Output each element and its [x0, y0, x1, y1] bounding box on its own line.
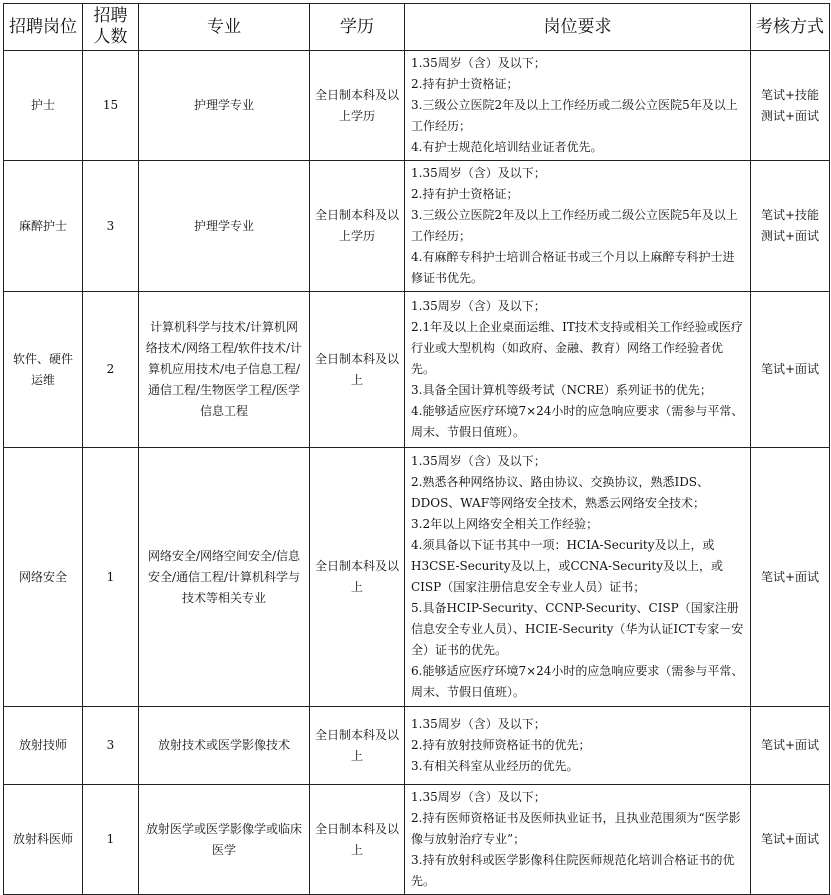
cell-assessment: 笔试+面试 [751, 448, 830, 707]
requirement-item: 3.具备全国计算机等级考试（NCRE）系列证书的优先； [411, 383, 712, 397]
cell-position: 软件、硬件运维 [4, 292, 83, 448]
cell-position: 放射科医师 [4, 785, 83, 895]
cell-position: 护士 [4, 51, 83, 161]
cell-major: 计算机科学与技术/计算机网络技术/网络工程/软件技术/计算机应用技术/电子信息工程/通信工程/生物医学工程/医学信息工程 [139, 292, 310, 448]
cell-major: 护理学专业 [139, 51, 310, 161]
requirement-item: 4.有麻醉专科护士培训合格证书或三个月以上麻醉专科护士进修证书优先。 [411, 250, 735, 285]
requirement-item: 1.35周岁（含）及以下； [411, 454, 546, 468]
cell-education: 全日制本科及以上 [310, 785, 405, 895]
requirement-item: 5.具备HCIP-Security、CCNP-Security、CISP（国家注册信息安全专业人员）、HCIE-Security（华为认证ICT专家－安全）证书的优先。 [411, 601, 744, 657]
cell-count: 3 [83, 707, 139, 785]
cell-count: 1 [83, 448, 139, 707]
cell-assessment: 笔试+技能测试+面试 [751, 51, 830, 161]
cell-education: 全日制本科及以上 [310, 707, 405, 785]
cell-education: 全日制本科及以上学历 [310, 51, 405, 161]
cell-count: 3 [83, 161, 139, 292]
requirement-item: 2.持有护士资格证； [411, 77, 519, 91]
table-row [4, 161, 830, 292]
requirement-item: 3.三级公立医院2年及以上工作经历或二级公立医院5年及以上工作经历； [411, 208, 738, 243]
cell-requirements [405, 785, 751, 895]
cell-count: 1 [83, 785, 139, 895]
requirement-item: 1.35周岁（含）及以下； [411, 717, 546, 731]
requirement-item: 4.有护士规范化培训结业证者优先。 [411, 140, 603, 154]
cell-education: 全日制本科及以上 [310, 292, 405, 448]
table-row [4, 292, 830, 448]
cell-major: 网络安全/网络空间安全/信息安全/通信工程/计算机科学与技术等相关专业 [139, 448, 310, 707]
cell-requirements [405, 161, 751, 292]
requirement-item: 2.持有护士资格证； [411, 187, 519, 201]
requirement-item: 1.35周岁（含）及以下； [411, 299, 546, 313]
header-position: 招聘岗位 [4, 4, 83, 51]
requirement-item: 1.35周岁（含）及以下； [411, 166, 546, 180]
requirement-item: 3.有相关科室从业经历的优先。 [411, 759, 579, 773]
header-major: 专业 [139, 4, 310, 51]
cell-major: 放射医学或医学影像学或临床医学 [139, 785, 310, 895]
cell-education: 全日制本科及以上 [310, 448, 405, 707]
requirement-item: 3.三级公立医院2年及以上工作经历或二级公立医院5年及以上工作经历； [411, 98, 738, 133]
cell-major: 放射技术或医学影像技术 [139, 707, 310, 785]
header-assessment: 考核方式 [751, 4, 830, 51]
header-count: 招聘人数 [83, 4, 139, 51]
cell-position: 麻醉护士 [4, 161, 83, 292]
requirement-item: 4.须具备以下证书其中一项：HCIA-Security及以上，或H3CSE-Security及以上，或CCNA-Security及以上，或CISP（国家注册信息安全专业人员）证书； [411, 538, 724, 594]
header-education: 学历 [310, 4, 405, 51]
requirement-item: 2.持有医师资格证书及医师执业证书，且执业范围须为“医学影像与放射治疗专业”； [411, 811, 741, 846]
cell-requirements [405, 292, 751, 448]
table-row [4, 448, 830, 707]
cell-requirements [405, 707, 751, 785]
cell-position: 放射技师 [4, 707, 83, 785]
cell-assessment: 笔试+面试 [751, 707, 830, 785]
requirement-item: 6.能够适应医疗环境7×24小时的应急响应要求（需参与平常、周末、节假日值班）。 [411, 664, 744, 699]
header-requirements: 岗位要求 [405, 4, 751, 51]
requirement-item: 1.35周岁（含）及以下； [411, 790, 546, 804]
cell-count: 2 [83, 292, 139, 448]
cell-assessment: 笔试+面试 [751, 292, 830, 448]
recruitment-table [3, 3, 830, 895]
cell-requirements [405, 448, 751, 707]
table-row [4, 785, 830, 895]
requirement-item: 3.持有放射科或医学影像科住院医师规范化培训合格证书的优先。 [411, 853, 735, 888]
table-row [4, 707, 830, 785]
requirement-item: 1.35周岁（含）及以下； [411, 56, 546, 70]
requirement-item: 2.熟悉各种网络协议、路由协议、交换协议，熟悉IDS、DDOS、WAF等网络安全技术，熟悉云网络安全技术； [411, 475, 710, 510]
cell-count: 15 [83, 51, 139, 161]
requirement-item: 2.持有放射技师资格证书的优先； [411, 738, 591, 752]
cell-position: 网络安全 [4, 448, 83, 707]
cell-requirements [405, 51, 751, 161]
cell-assessment: 笔试+技能测试+面试 [751, 161, 830, 292]
requirement-item: 4.能够适应医疗环境7×24小时的应急响应要求（需参与平常、周末、节假日值班）。 [411, 404, 744, 439]
cell-major: 护理学专业 [139, 161, 310, 292]
table-row [4, 51, 830, 161]
requirement-item: 3.2年以上网络安全相关工作经验； [411, 517, 599, 531]
cell-education: 全日制本科及以上学历 [310, 161, 405, 292]
header-row [4, 4, 830, 51]
cell-assessment: 笔试+面试 [751, 785, 830, 895]
requirement-item: 2.1年及以上企业桌面运维、IT技术支持或相关工作经验或医疗行业或大型机构（如政府、金融、教育）网络工作经验者优先。 [411, 320, 743, 376]
